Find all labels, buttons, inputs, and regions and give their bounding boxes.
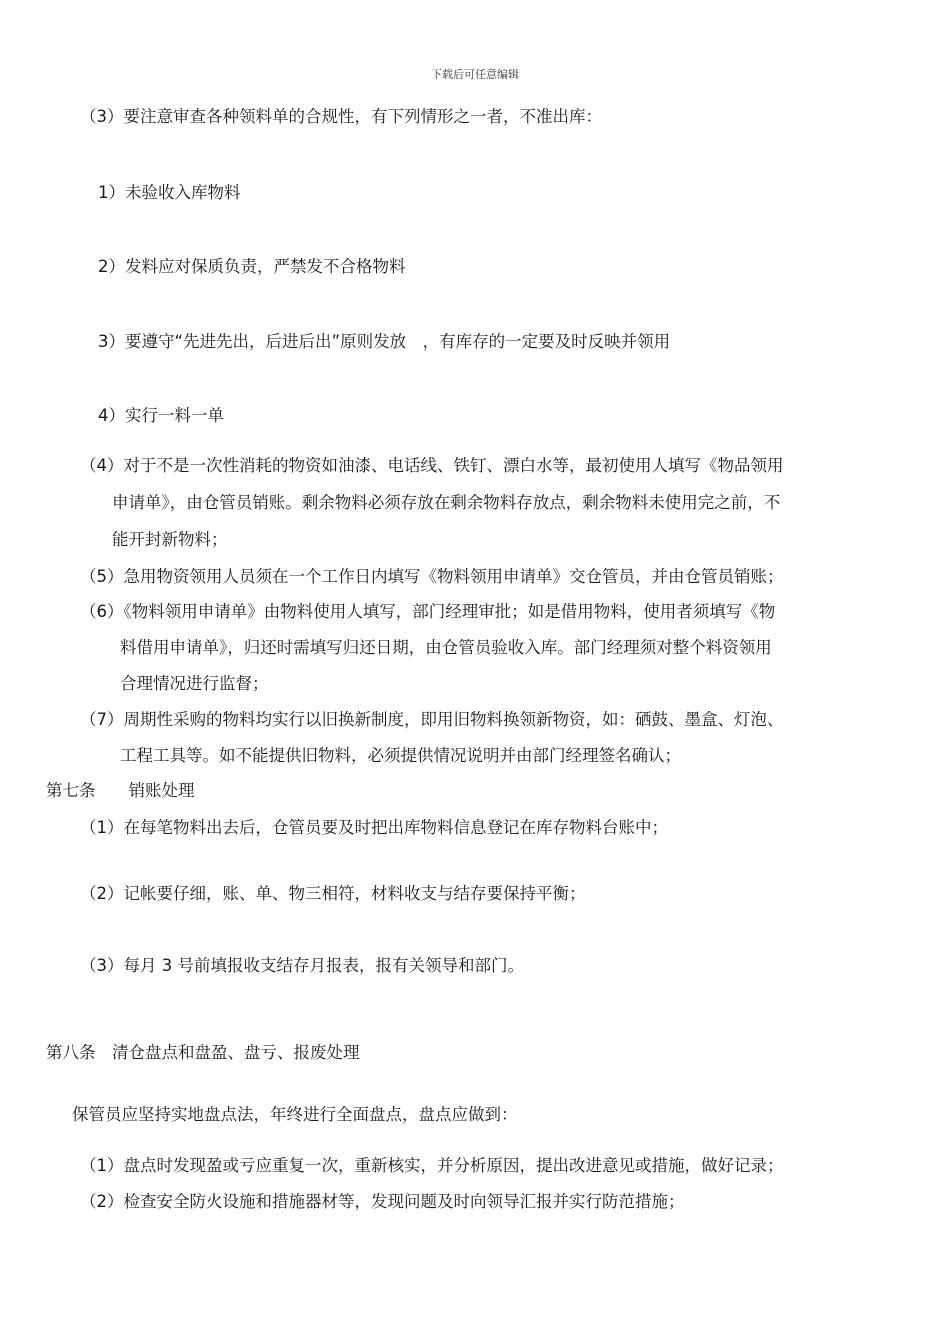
article-8-intro: 保管员应坚持实地盘点法，年终进行全面盘点，盘点应做到： (72, 1105, 518, 1124)
article-7-heading: 第七条 销账处理 (46, 781, 195, 800)
list-item-2: 2）发料应对保质负责，严禁发不合格物料 (98, 257, 406, 276)
clause-7-line-1: （7）周期性采购的物料均实行以旧换新制度，即用旧物料换领新物资，如：硒鼓、墨盒、灯泡、 (80, 710, 784, 729)
article-8-item-2: （2）检查安全防火设施和措施器材等，发现问题及时向领导汇报并实行防范措施； (80, 1192, 685, 1211)
clause-7-line-2: 工程工具等。如不能提供旧物料，必须提供情况说明并由部门经理签名确认； (120, 746, 681, 765)
clause-4-line-3: 能开封新物料； (112, 530, 228, 549)
clause-6-line-1: （6）《物料领用申请单》由物料使用人填写，部门经理审批；如是借用物料，使用者须填写《物 (80, 602, 776, 621)
list-item-3: 3）要遵守“先进先出，后进后出”原则发放 ，有库存的一定要及时反映并领用 (98, 332, 671, 351)
clause-5-text: （5）急用物资领用人员须在一个工作日内填写《物料领用申请单》交仓管员，并由仓管员销账； (80, 567, 784, 586)
list-item-4: 4）实行一料一单 (98, 406, 224, 425)
clause-3-text: （3）要注意审查各种领料单的合规性，有下列情形之一者，不准出库： (80, 107, 602, 126)
clause-6-line-2: 料借用申请单》，归还时需填写归还日期，由仓管员验收入库。部门经理须对整个料资领用 (120, 638, 772, 657)
page-header: 下载后可任意编辑 (431, 68, 519, 81)
list-item-1: 1）未验收入库物料 (98, 183, 241, 202)
clause-6-line-3: 合理情况进行监督； (120, 674, 269, 693)
article-8-item-1: （1）盘点时发现盈或亏应重复一次，重新核实，并分析原因，提出改进意见或措施，做好记录； (80, 1156, 784, 1175)
article-8-heading: 第八条 清仓盘点和盘盈、盘亏、报废处理 (46, 1043, 360, 1062)
clause-4-line-2: 申请单》，由仓管员销账。剩余物料必须存放在剩余物料存放点，剩余物料未使用完之前，不 (112, 493, 781, 512)
clause-4-line-1: （4）对于不是一次性消耗的物资如油漆、电话线、铁钉、漂白水等，最初使用人填写《物品领用 (80, 456, 784, 475)
article-7-item-1: （1）在每笔物料出去后，仓管员要及时把出库物料信息登记在库存物料台账中； (80, 818, 668, 837)
article-7-item-3: （3）每月 3 号前填报收支结存月报表，报有关领导和部门。 (80, 956, 524, 975)
article-7-item-2: （2）记帐要仔细，账、单、物三相符，材料收支与结存要保持平衡； (80, 884, 586, 903)
